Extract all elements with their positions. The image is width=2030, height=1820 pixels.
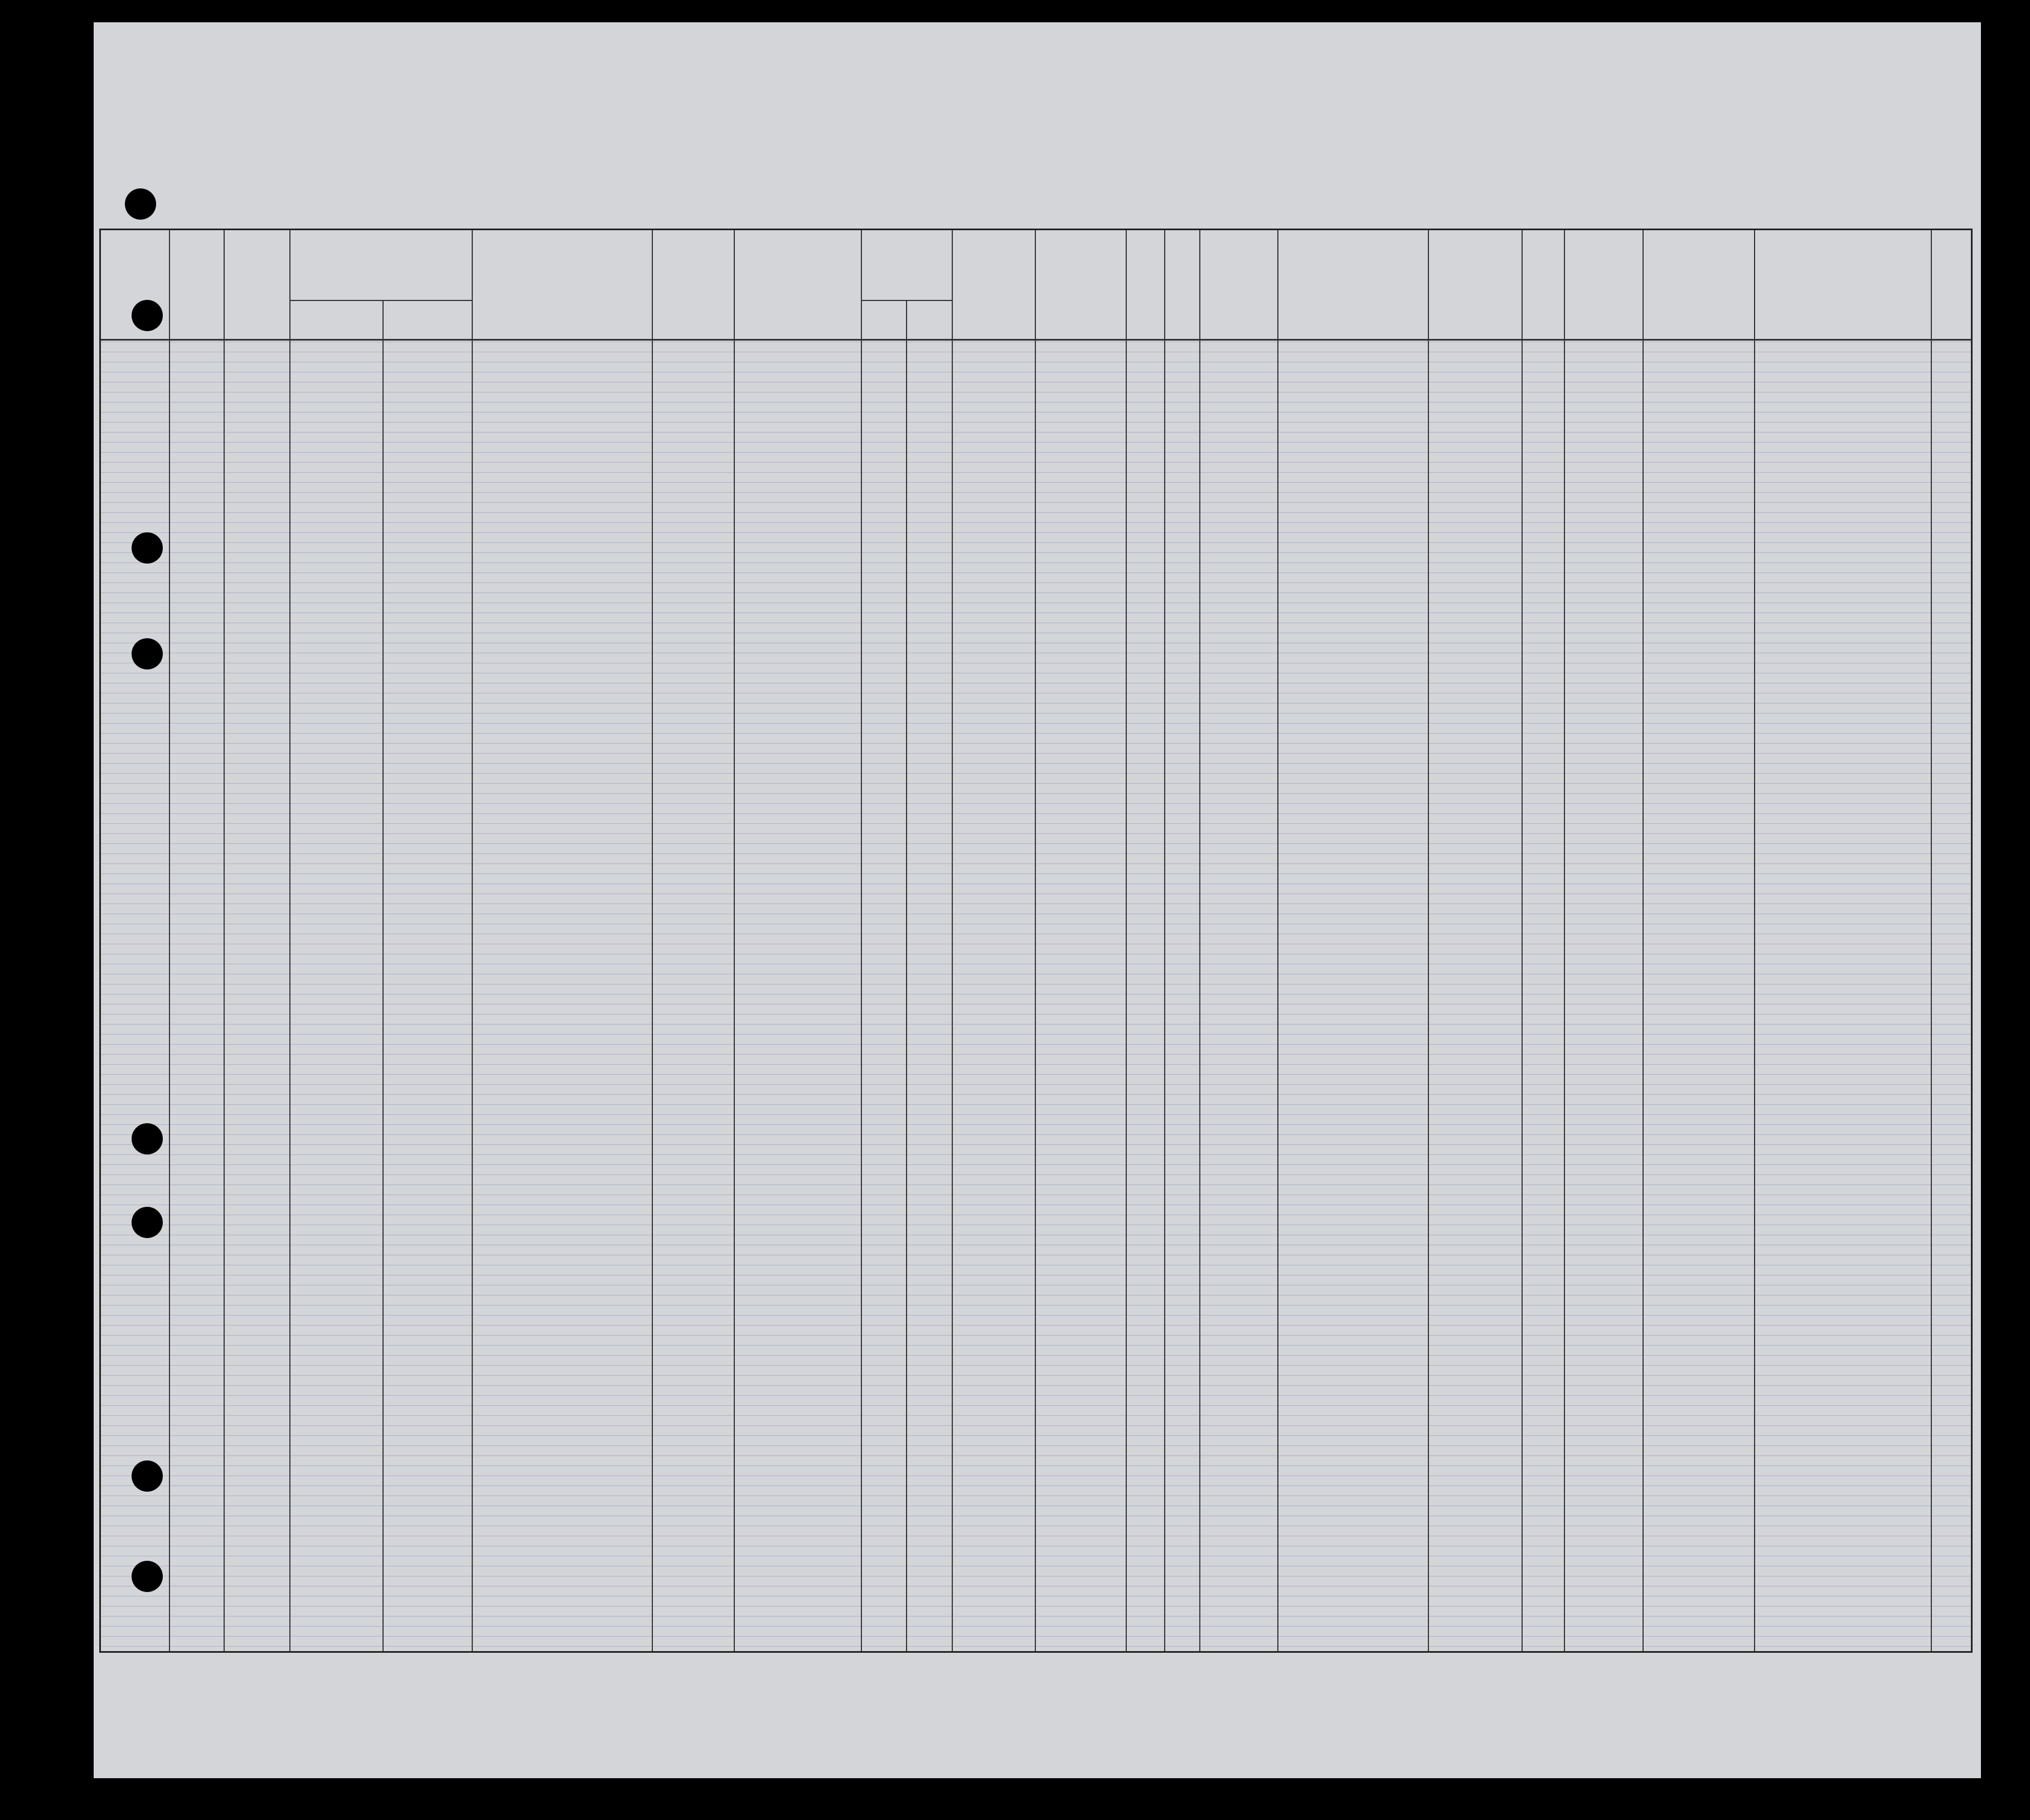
- table-row: [101, 431, 1971, 472]
- table-row: [101, 875, 1971, 916]
- table-row: [101, 1118, 1971, 1158]
- binder-hole: [132, 1123, 163, 1154]
- table-row: [101, 1522, 1971, 1562]
- table-row: [101, 593, 1971, 633]
- binder-hole: [125, 188, 156, 220]
- table-row: [101, 916, 1971, 957]
- table-row: [101, 633, 1971, 673]
- crew-table: [99, 229, 1973, 1653]
- table-row: [101, 1037, 1971, 1078]
- table-row: [101, 997, 1971, 1037]
- table-row: [101, 835, 1971, 876]
- binder-hole: [132, 532, 163, 564]
- binder-hole: [132, 300, 163, 331]
- table-row: [101, 512, 1971, 552]
- ruled-line: [101, 1616, 1971, 1617]
- table-row: [101, 1158, 1971, 1199]
- binder-hole: [132, 1207, 163, 1238]
- table-row: [101, 754, 1971, 795]
- table-row: [101, 1279, 1971, 1320]
- ruled-line: [101, 1636, 1971, 1637]
- subheader-divider: [289, 300, 472, 301]
- table-row: [101, 673, 1971, 714]
- binder-hole: [132, 638, 163, 669]
- table-row: [101, 1239, 1971, 1280]
- table-row: [101, 552, 1971, 593]
- ruled-line: [101, 1606, 1971, 1607]
- binder-hole: [132, 1460, 163, 1492]
- table-row: [101, 1562, 1971, 1603]
- binder-hole: [132, 1561, 163, 1592]
- table-row: [101, 1320, 1971, 1361]
- table-row: [101, 794, 1971, 835]
- ruled-line: [101, 1646, 1971, 1647]
- table-row: [101, 1078, 1971, 1118]
- table-row: [101, 1441, 1971, 1482]
- manifest-sheet: [94, 22, 1981, 1778]
- table-row: [101, 1482, 1971, 1522]
- table-row: [101, 471, 1971, 512]
- ruled-line: [101, 1626, 1971, 1627]
- table-row: [101, 956, 1971, 997]
- table-row: [101, 390, 1971, 431]
- table-row: [101, 1198, 1971, 1239]
- table-row: [101, 1360, 1971, 1401]
- table-row: [101, 1401, 1971, 1442]
- table-row: [101, 714, 1971, 754]
